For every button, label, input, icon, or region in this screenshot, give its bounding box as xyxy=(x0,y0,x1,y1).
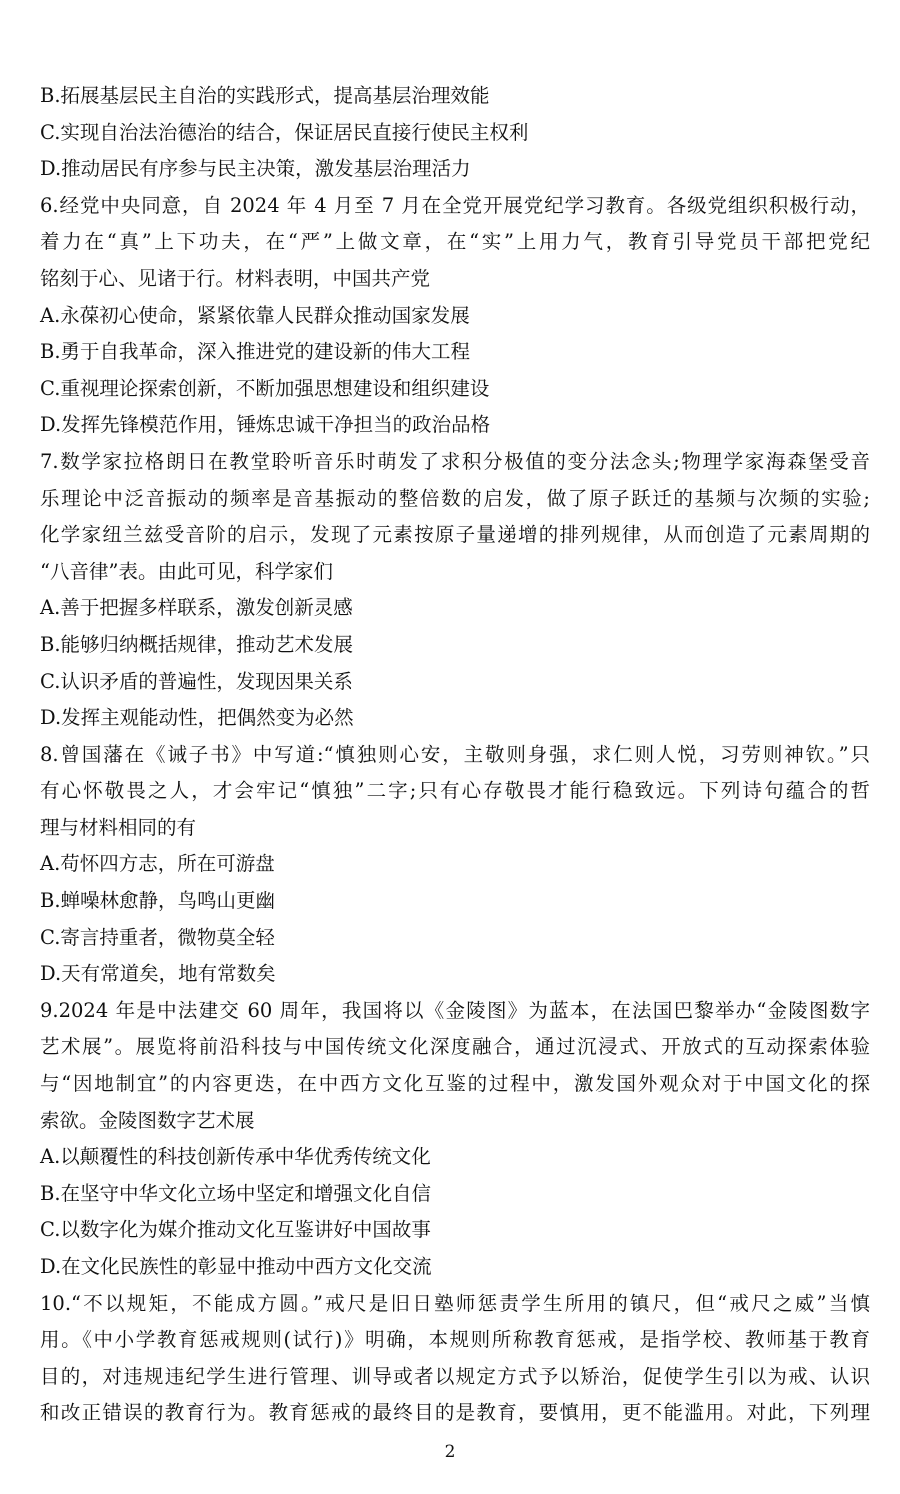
q7-option-d: D.发挥主观能动性，把偶然变为必然 xyxy=(40,706,354,730)
exam-page xyxy=(40,78,870,1432)
q6-option-a: A.永葆初心使命，紧紧依靠人民群众推动国家发展 xyxy=(40,303,470,327)
q9-stem-line-3: 与“因地制宜”的内容更迭，在中西方文化互鉴的过程中，激发国外观众对于中国文化的探 xyxy=(40,1072,870,1096)
q6-stem-line-3: 铭刻于心、见诸于行。材料表明，中国共产党 xyxy=(40,266,431,290)
q7-stem-line-3: 化学家纽兰兹受音阶的启示，发现了元素按原子量递增的排列规律，从而创造了元素周期的 xyxy=(40,523,870,547)
q9-option-a: A.以颠覆性的科技创新传承中华优秀传统文化 xyxy=(40,1145,431,1169)
q5-option-c: C.实现自治法治德治的结合，保证居民直接行使民主权利 xyxy=(40,120,529,144)
q7-stem-line-4: “八音律”表。由此可见，科学家们 xyxy=(40,559,333,583)
q7-stem-line-1: 7.数学家拉格朗日在教堂聆听音乐时萌发了求积分极值的变分法念头;物理学家海森堡受音 xyxy=(40,449,870,473)
q9-option-d: D.在文化民族性的彰显中推动中西方文化交流 xyxy=(40,1255,432,1278)
q9-stem-line-4: 索欲。金陵图数字艺术展 xyxy=(40,1108,255,1132)
q6-stem-line-1: 6.经党中央同意，自 2024 年 4 月至 7 月在全党开展党纪学习教育。各级党组织积极行动， xyxy=(40,193,870,217)
q8-stem-line-3: 理与材料相同的有 xyxy=(40,815,197,839)
q8-option-a: A.苟怀四方志，所在可游盘 xyxy=(40,852,275,876)
q8-option-c: C.寄言持重者，微物莫全轻 xyxy=(40,925,275,949)
q6-stem-line-2: 着力在“真”上下功夫，在“严”上做文章，在“实”上用力气，教育引导党员干部把党纪 xyxy=(40,230,870,254)
q7-option-a: A.善于把握多样联系，激发创新灵感 xyxy=(40,596,353,620)
q8-stem-line-2: 有心怀敬畏之人，才会牢记“慎独”二字;只有心存敬畏才能行稳致远。下列诗句蕴合的哲 xyxy=(40,779,870,803)
q6-option-b: B.勇于自我革命，深入推进党的建设新的伟大工程 xyxy=(40,340,471,364)
q5-option-d: D.推动居民有序参与民主决策，激发基层治理活力 xyxy=(40,157,471,181)
q9-stem-line-2: 艺术展”。展览将前沿科技与中国传统文化深度融合，通过沉浸式、开放式的互动探索体验 xyxy=(40,1035,870,1059)
q9-option-c: C.以数字化为媒介推动文化互鉴讲好中国故事 xyxy=(40,1218,431,1242)
page-number: 2 xyxy=(444,1442,456,1462)
q7-option-b: B.能够归纳概括规律，推动艺术发展 xyxy=(40,632,354,656)
q10-stem-line-4: 和改正错误的教育行为。教育惩戒的最终目的是教育，要慎用，更不能滥用。对此，下列理 xyxy=(40,1401,870,1425)
q9-stem-line-1: 9.2024 年是中法建交 60 周年，我国将以《金陵图》为蓝本，在法国巴黎举办“金陵图数字 xyxy=(40,998,870,1022)
q7-option-c: C.认识矛盾的普遍性，发现因果关系 xyxy=(40,669,353,693)
q10-stem-line-3: 目的，对违规违纪学生进行管理、训导或者以规定方式予以矫治，促使学生引以为戒、认识 xyxy=(40,1364,870,1388)
q10-stem-line-1: 10.“不以规矩，不能成方圆。”戒尺是旧日塾师惩责学生所用的镇尺，但“戒尺之威”当慎 xyxy=(40,1291,870,1315)
q7-stem-line-2: 乐理论中泛音振动的频率是音基振动的整倍数的启发，做了原子跃迁的基频与次频的实验; xyxy=(40,486,870,510)
q9-option-b: B.在坚守中华文化立场中坚定和增强文化自信 xyxy=(40,1181,432,1205)
q8-option-d: D.天有常道矣，地有常数矣 xyxy=(40,962,276,986)
q8-stem-line-1: 8.曾国藩在《诫子书》中写道:“慎独则心安，主敬则身强，求仁则人悦，习劳则神钦。”只 xyxy=(40,742,870,766)
q6-option-c: C.重视理论探索创新，不断加强思想建设和组织建设 xyxy=(40,376,490,400)
q6-option-d: D.发挥先锋模范作用，锤炼忠诚干净担当的政治品格 xyxy=(40,413,491,437)
q5-option-b: B.拓展基层民主自治的实践形式，提高基层治理效能 xyxy=(40,84,490,107)
q8-option-b: B.蝉噪林愈静，鸟鸣山更幽 xyxy=(40,889,276,913)
q10-stem-line-2: 用。《中小学教育惩戒规则(试行)》明确，本规则所称教育惩戒，是指学校、教师基于教育 xyxy=(40,1328,870,1352)
